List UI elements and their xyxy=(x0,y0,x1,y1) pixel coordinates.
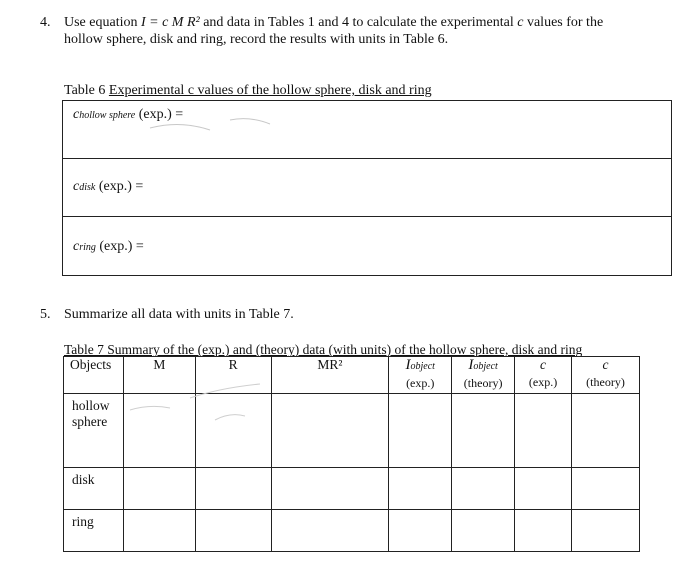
cell-mr2[interactable] xyxy=(271,510,389,552)
table-6-row-hollow-sphere[interactable] xyxy=(63,101,671,159)
header-mr2: MR² xyxy=(271,357,389,394)
cell-i-theory[interactable] xyxy=(452,510,515,552)
question-4-equation: I = c M R² xyxy=(140,15,204,30)
cell-c-exp[interactable] xyxy=(515,468,572,510)
c-exp-label: (exp.) xyxy=(528,375,558,389)
row-label-hollow-sphere xyxy=(64,394,124,468)
cell-i-exp[interactable] xyxy=(389,510,452,552)
row-label-disk xyxy=(64,468,124,510)
header-m: M xyxy=(123,357,195,394)
c-symbol: c xyxy=(540,357,547,372)
table-row xyxy=(64,468,640,510)
i-exp-label: (exp.) xyxy=(406,376,435,390)
question-5-text: Summarize all data with units in Table 7. xyxy=(64,307,294,322)
cell-r[interactable] xyxy=(195,394,271,468)
cell-r[interactable] xyxy=(195,510,271,552)
question-4-line2: hollow sphere, disk and ring, record the results with units in Table 6. xyxy=(64,32,449,47)
cell-i-theory[interactable] xyxy=(452,468,515,510)
i-subscript: object xyxy=(410,361,435,372)
row-label-ring xyxy=(64,510,124,552)
header-c-exp xyxy=(515,357,572,394)
table-7-header-row xyxy=(64,357,640,394)
question-4-number: 4. xyxy=(40,15,51,30)
header-c-theory xyxy=(572,357,640,394)
question-5-number: 5. xyxy=(40,307,51,322)
cell-r[interactable] xyxy=(195,468,271,510)
table-row xyxy=(64,394,640,468)
table-6-caption xyxy=(64,83,432,99)
table-6-caption-title: Experimental c values of the hollow sphere, disk and ring xyxy=(108,83,432,98)
table-7-caption-title: Table 7 Summary of the (exp.) and (theory) data (with units) of the hollow sphere, disk and ring xyxy=(64,342,583,357)
cell-mr2[interactable] xyxy=(271,394,389,468)
cell-c-theory[interactable] xyxy=(572,394,640,468)
i-theory-label: (theory) xyxy=(463,376,503,390)
table-row xyxy=(64,510,640,552)
cell-m[interactable] xyxy=(123,394,195,468)
row-label-line1: disk xyxy=(72,472,95,487)
header-r: R xyxy=(195,357,271,394)
subscript: ring xyxy=(79,242,96,253)
subscript: hollow sphere xyxy=(79,110,136,121)
subscript: disk xyxy=(79,182,96,193)
question-4-text-b: and data in Tables 1 and 4 to calculate the experimental xyxy=(203,15,518,30)
c-theory-label: (theory) xyxy=(586,375,625,389)
table-7 xyxy=(63,356,640,552)
c-symbol: c xyxy=(602,357,609,372)
header-objects: Objects xyxy=(64,357,124,394)
question-4-text-a: Use equation xyxy=(64,15,141,30)
cell-c-exp[interactable] xyxy=(515,510,572,552)
table-6-label xyxy=(73,107,183,123)
c-symbol: c xyxy=(73,239,80,254)
cell-i-exp[interactable] xyxy=(389,468,452,510)
table-6-caption-prefix: Table 6 xyxy=(64,83,109,98)
row-label-line2: sphere xyxy=(72,414,108,429)
cell-c-exp[interactable] xyxy=(515,394,572,468)
i-symbol: I xyxy=(405,357,411,373)
cell-c-theory[interactable] xyxy=(572,468,640,510)
c-symbol: c xyxy=(73,107,80,122)
label-suffix: (exp.) = xyxy=(135,107,184,122)
cell-i-theory[interactable] xyxy=(452,394,515,468)
question-4-text-c: values for the xyxy=(523,15,604,30)
question-4 xyxy=(40,14,660,48)
row-label-line1: ring xyxy=(72,514,94,529)
table-6-label xyxy=(73,179,143,195)
cell-m[interactable] xyxy=(123,468,195,510)
cell-mr2[interactable] xyxy=(271,468,389,510)
table-6 xyxy=(62,100,672,276)
cell-i-exp[interactable] xyxy=(389,394,452,468)
label-suffix: (exp.) = xyxy=(95,179,144,194)
question-4-c-symbol: c xyxy=(517,15,524,30)
label-suffix: (exp.) = xyxy=(95,239,144,254)
table-6-label xyxy=(73,239,144,255)
header-i-theory xyxy=(452,357,515,394)
row-label-line1: hollow xyxy=(72,398,110,413)
c-symbol: c xyxy=(73,179,80,194)
cell-m[interactable] xyxy=(123,510,195,552)
i-symbol: I xyxy=(468,357,474,373)
header-i-exp xyxy=(389,357,452,394)
i-subscript: object xyxy=(473,361,498,372)
cell-c-theory[interactable] xyxy=(572,510,640,552)
table-6-row-disk[interactable] xyxy=(63,159,671,217)
table-6-row-ring[interactable] xyxy=(63,217,671,275)
question-5 xyxy=(40,306,660,323)
